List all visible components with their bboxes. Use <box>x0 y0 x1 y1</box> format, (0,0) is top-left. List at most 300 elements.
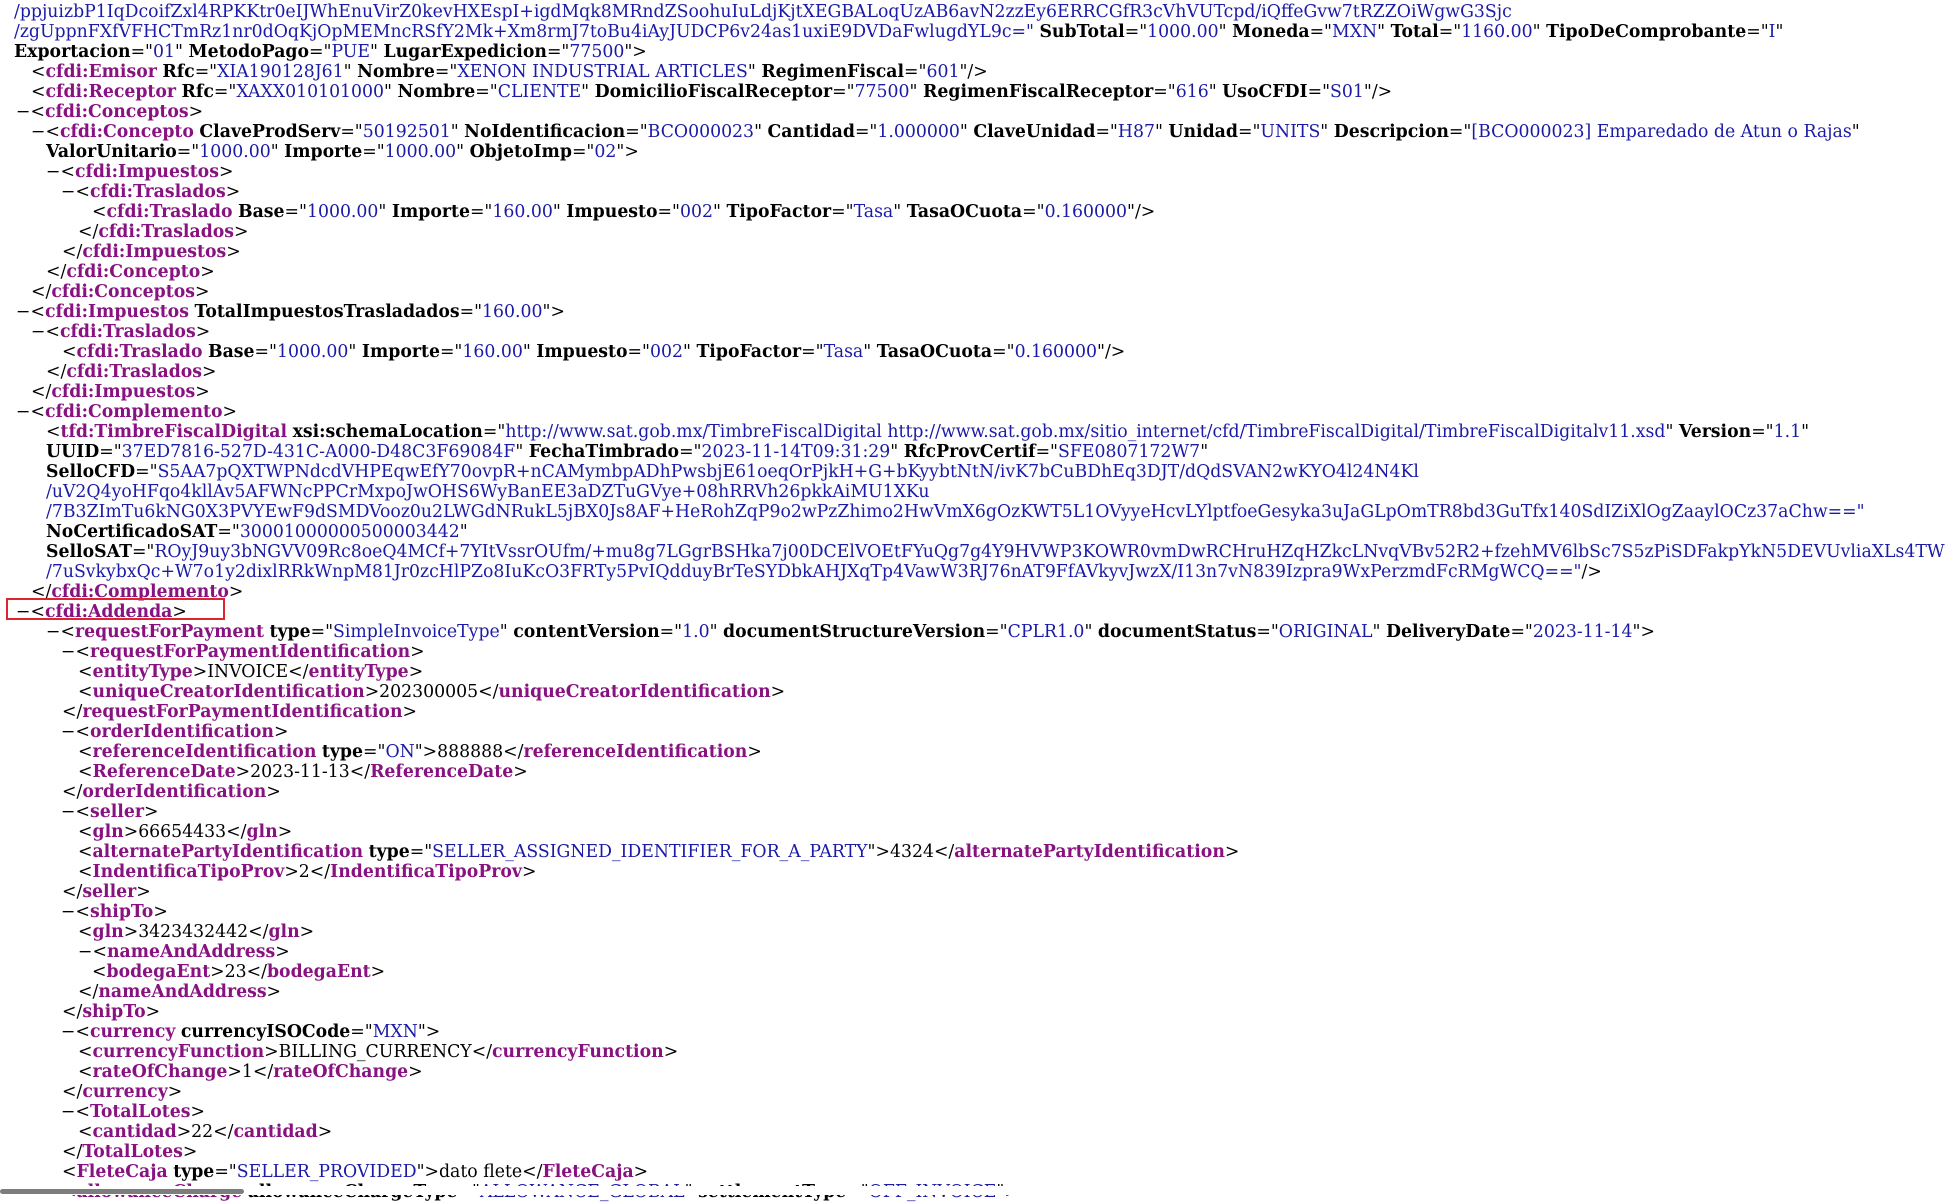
xml-line <box>0 362 217 382</box>
xml-attribute-value: 1.0 <box>682 622 710 642</box>
xml-punctuation: " <box>709 622 724 642</box>
xml-tag-name: cfdi:Traslado <box>106 202 233 222</box>
xml-tag-name: currencyFunction <box>92 1042 265 1062</box>
xml-attribute-value: /uV2Q4yoHFqo4kllAv5AFWNcPPCrMxpoJwOHS6WyBanEE3aDZTuGVye+08hRRVh26pkkAiMU1XKu <box>46 482 930 502</box>
xml-punctuation: > <box>370 962 386 982</box>
xml-punctuation: </ <box>62 882 83 902</box>
xml-attribute-name: Rfc <box>181 82 214 102</box>
collapse-toggle-icon[interactable]: − <box>61 722 76 742</box>
xml-line <box>0 1082 182 1102</box>
xml-punctuation: < <box>78 922 93 942</box>
xml-punctuation: </ <box>213 1122 234 1142</box>
xml-punctuation: =" <box>625 122 648 142</box>
xml-text-content: 66654433 <box>138 822 227 842</box>
xml-punctuation: < <box>62 342 77 362</box>
xml-punctuation: > <box>410 642 425 662</box>
xml-attribute-name: ObjetoImp <box>469 142 572 162</box>
xml-attribute-name: type <box>368 842 410 862</box>
collapse-toggle-icon[interactable]: − <box>16 602 31 622</box>
xml-punctuation: > <box>202 362 217 382</box>
xml-punctuation: =" <box>1237 122 1261 142</box>
xml-punctuation: =" <box>1307 82 1331 102</box>
xml-attribute-value: MXN <box>1332 22 1378 42</box>
xml-attribute-name: NoIdentificacion <box>464 122 626 142</box>
xml-line <box>0 702 417 722</box>
xml-punctuation: </ <box>62 782 83 802</box>
xml-tag-name: gln <box>92 922 124 942</box>
xml-punctuation: > <box>194 282 210 302</box>
xml-attribute-value: 1160.00 <box>1461 22 1533 42</box>
xml-line <box>0 902 168 922</box>
xml-punctuation: > <box>235 762 251 782</box>
xml-punctuation: < <box>62 1162 77 1182</box>
xml-tag-name: entityType <box>308 662 409 682</box>
xml-line <box>0 402 237 422</box>
xml-tag-name: requestForPaymentIdentification <box>82 702 403 722</box>
xml-punctuation: =" <box>469 202 493 222</box>
collapse-toggle-icon[interactable]: − <box>61 802 76 822</box>
xml-line <box>0 122 1860 142</box>
xml-punctuation: > <box>284 862 299 882</box>
xml-punctuation: =" <box>1751 422 1774 442</box>
xml-attribute-value: 0.160000 <box>1044 202 1128 222</box>
xml-line <box>0 1062 423 1082</box>
xml-tag-name: IndentificaTipoProv <box>330 862 522 882</box>
xml-attribute-value: 0.160000 <box>1014 342 1098 362</box>
xml-text-content: 2023-11-13 <box>250 762 350 782</box>
xml-attribute-name: Exportacion <box>14 42 131 62</box>
xml-tag-name: ReferenceDate <box>92 762 236 782</box>
xml-punctuation: </ <box>226 822 247 842</box>
xml-text-content: 888888 <box>437 742 504 762</box>
xml-punctuation: < <box>75 182 90 202</box>
xml-punctuation: " <box>384 82 398 102</box>
xml-punctuation: =" <box>1035 442 1059 462</box>
xml-punctuation: =" <box>571 142 595 162</box>
xml-attribute-value: 002 <box>649 342 683 362</box>
xml-attribute-value: H87 <box>1117 122 1155 142</box>
xml-punctuation: > <box>225 182 241 202</box>
xml-punctuation: > <box>521 862 537 882</box>
xml-text-content: 3423432442 <box>138 922 249 942</box>
xml-attribute-name: xsi:schemaLocation <box>292 422 483 442</box>
xml-text-content: 202300005 <box>379 682 479 702</box>
xml-attribute-name: RfcProvCertif <box>903 442 1036 462</box>
xml-attribute-value: S5AA7pQXTWPNdcdVHPEqwEfY70ovpR+nCAMymbpADhPwsbjE61oeqOrPjkH+G+bKyybtNtN/ivK7bCuBDhEq3DJT/dQdSVAN2wKYO4l24N4Kl <box>157 462 1419 482</box>
xml-tag-name: uniqueCreatorIdentification <box>92 682 365 702</box>
xml-punctuation: > <box>266 782 281 802</box>
xml-attribute-name: Impuesto <box>536 342 628 362</box>
xml-punctuation: " <box>459 522 468 542</box>
xml-text-content: dato flete <box>439 1162 523 1182</box>
xml-punctuation: < <box>60 162 75 182</box>
xml-punctuation: < <box>78 842 93 862</box>
xml-punctuation: =" <box>657 202 680 222</box>
xml-punctuation: </ <box>246 962 267 982</box>
collapse-toggle-icon[interactable]: − <box>61 1102 76 1122</box>
xml-line <box>0 842 1239 862</box>
xml-punctuation: =" <box>1309 22 1333 42</box>
xml-tag-name: bodegaEnt <box>266 962 371 982</box>
xml-punctuation: =" <box>679 442 702 462</box>
xml-punctuation: > <box>218 162 234 182</box>
xml-punctuation: =" <box>194 62 218 82</box>
xml-punctuation: < <box>46 422 61 442</box>
xml-punctuation: " <box>1208 82 1223 102</box>
xml-punctuation: > <box>275 942 290 962</box>
xml-punctuation: " <box>270 142 285 162</box>
collapse-toggle-icon[interactable]: − <box>61 1022 76 1042</box>
xml-attribute-value: 37ED7816-527D-431C-A000-D48C3F69084F <box>121 442 516 462</box>
xml-tag-name: currency <box>89 1022 176 1042</box>
xml-line <box>0 1002 160 1022</box>
xml-line <box>0 22 1783 42</box>
xml-punctuation: =" <box>363 742 386 762</box>
xml-attribute-name: TipoDeComprobante <box>1546 22 1747 42</box>
xml-punctuation: </ <box>78 222 99 242</box>
xml-attribute-value: 1000.00 <box>199 142 271 162</box>
xml-line <box>0 1162 648 1182</box>
xml-punctuation: </ <box>62 242 83 262</box>
xml-punctuation: < <box>75 722 90 742</box>
xml-line <box>0 162 233 182</box>
collapse-toggle-icon[interactable]: − <box>78 942 93 962</box>
xml-attribute-name: Rfc <box>162 62 195 82</box>
xml-tag-name: currencyFunction <box>492 1042 664 1062</box>
xml-punctuation: > <box>513 762 528 782</box>
xml-attribute-name: Nombre <box>357 62 435 82</box>
xml-line <box>0 722 288 742</box>
xml-tag-name: TotalLotes <box>89 1102 191 1122</box>
xml-punctuation: " <box>450 122 465 142</box>
xml-line <box>0 302 565 322</box>
xml-attribute-value: XENON INDUSTRIAL ARTICLES <box>457 62 748 82</box>
xml-punctuation: > <box>192 662 208 682</box>
xml-tag-name: cfdi:Impuestos <box>51 382 196 402</box>
horizontal-scrollbar-thumb[interactable] <box>0 1189 244 1194</box>
xml-attribute-name: Base <box>207 342 255 362</box>
xml-line <box>0 282 209 302</box>
xml-punctuation: > <box>182 1142 198 1162</box>
xml-punctuation: > <box>747 742 762 762</box>
collapse-toggle-icon[interactable]: − <box>16 102 31 122</box>
xml-attribute-value: CPLR1.0 <box>1007 622 1085 642</box>
xml-line <box>0 422 1809 442</box>
xml-punctuation: " <box>343 62 358 82</box>
xml-attribute-value: 1000.00 <box>276 342 349 362</box>
xml-tag-name: cfdi:Traslados <box>98 222 235 242</box>
xml-punctuation: " <box>1377 22 1391 42</box>
xml-punctuation: </ <box>309 862 331 882</box>
xml-attribute-value: CLIENTE <box>497 82 582 102</box>
xml-punctuation: "> <box>416 1162 439 1182</box>
xml-tag-name: orderIdentification <box>82 782 267 802</box>
xml-tag-name: referenceIdentification <box>92 742 317 762</box>
xml-line <box>0 982 281 1002</box>
xml-punctuation: > <box>200 262 215 282</box>
xml-tag-name: nameAndAddress <box>98 982 267 1002</box>
xml-punctuation: =" <box>459 302 483 322</box>
xml-attribute-value: 1000.00 <box>384 142 457 162</box>
xml-attribute-name: UsoCFDI <box>1222 82 1308 102</box>
xml-punctuation: =" <box>362 142 385 162</box>
xml-attribute-value: /7uSvkybxQc+W7o1y2dixlRRkWnpM81Jr0zcHlPZo8IuKcO3FRTy5PvIQdduyBrTeSYDbkAHJXqTp4VawW3RJ76nAT9FfAVkyvJwzX/I13n7vN839Izpra9WxPerzmdFcRMgWCQ==" <box>46 562 1582 582</box>
xml-punctuation: < <box>78 762 93 782</box>
xml-attribute-value: 1.1 <box>1773 422 1802 442</box>
xml-punctuation: > <box>188 102 204 122</box>
collapse-toggle-icon[interactable]: − <box>61 902 76 922</box>
xml-punctuation: =" <box>1095 122 1118 142</box>
xml-punctuation: </ <box>46 362 67 382</box>
xml-attribute-value: 50192501 <box>362 122 451 142</box>
xml-tag-name: IndentificaTipoProv <box>92 862 285 882</box>
collapse-toggle-icon[interactable]: − <box>16 402 31 422</box>
xml-line <box>0 622 1655 642</box>
xml-punctuation: " <box>1084 622 1098 642</box>
xml-punctuation: > <box>153 902 168 922</box>
xml-punctuation: " <box>348 342 362 362</box>
xml-line <box>0 102 203 122</box>
xml-attribute-name: Unidad <box>1168 122 1238 142</box>
xml-punctuation: =" <box>1153 82 1176 102</box>
xml-line <box>0 562 1602 582</box>
xml-attribute-value: 616 <box>1175 82 1209 102</box>
xml-tag-name: gln <box>92 822 124 842</box>
xml-attribute-value: 1000.00 <box>1147 22 1219 42</box>
xml-punctuation: " <box>1320 122 1334 142</box>
xml-attribute-value: /7B3ZImTu6kNG0X3PVYEwF9dSMDVooz0u2LWGdNRukL5jBX0Js8AF+HeRohZqP9o2wPzZhimo2HwVmX6gOzKWT5L1OVyyeHcvLYlptfoeGesyka3uJaGLpOmTR8bd3GuTfx140SdIZiXlOgZaaylOCz37aChw==" <box>46 502 1865 522</box>
xml-punctuation: =" <box>985 622 1008 642</box>
xml-line <box>0 782 281 802</box>
xml-attribute-name: contentVersion <box>513 622 660 642</box>
xml-tag-name: alternatePartyIdentification <box>954 842 1225 862</box>
xml-line <box>0 462 1419 482</box>
xml-attribute-value: Tasa <box>853 202 894 222</box>
xml-punctuation: "/> <box>1363 82 1393 102</box>
xml-attribute-value: 1.000000 <box>877 122 960 142</box>
xml-punctuation: </ <box>31 582 52 602</box>
xml-punctuation: " <box>522 342 537 362</box>
xml-punctuation: > <box>770 682 786 702</box>
xml-punctuation: " <box>890 442 904 462</box>
xml-tag-name: shipTo <box>89 902 154 922</box>
xml-punctuation: " <box>682 342 697 362</box>
xml-punctuation: " <box>863 342 877 362</box>
xml-attribute-name: ValorUnitario <box>46 142 177 162</box>
xml-attribute-name: Importe <box>284 142 363 162</box>
xml-punctuation: =" <box>340 122 363 142</box>
xml-punctuation: > <box>190 1102 205 1122</box>
xml-punctuation: </ <box>933 842 955 862</box>
xml-punctuation: < <box>78 742 93 762</box>
xml-attribute-value: 01 <box>153 42 175 62</box>
xml-text-content: 23 <box>224 962 247 982</box>
xml-attribute-value: ROyJ9uy3bNGVV09Rc8oeQ4MCf+7YItVssrOUfm/+mu8g7LGgrBSHka7j00DCElVOEtFYuQg7g4Y9HVWP3KOWR0vmDwRCHruHZqHZkcLNvqVBv52R2+fzehMV6lbSc7S5zPiSDFakpYkN5DEVUvliaXLs4TW <box>154 542 1945 562</box>
xml-punctuation: =" <box>854 122 878 142</box>
xml-punctuation: < <box>92 962 107 982</box>
xml-punctuation: > <box>123 922 139 942</box>
xml-tag-name: cfdi:Complemento <box>44 402 223 422</box>
xml-line <box>0 742 762 762</box>
collapse-toggle-icon[interactable]: − <box>46 622 61 642</box>
xml-line <box>0 142 639 162</box>
xml-punctuation: " <box>747 62 762 82</box>
xml-punctuation: =" <box>130 42 153 62</box>
xml-punctuation: " <box>370 42 384 62</box>
xml-punctuation: "> <box>867 842 890 862</box>
xml-attribute-value: BCO000023 <box>647 122 755 142</box>
xml-punctuation: " <box>754 122 768 142</box>
xml-punctuation: > <box>402 702 417 722</box>
xml-line <box>0 962 385 982</box>
xml-line <box>0 62 988 82</box>
xml-punctuation: =" <box>904 62 927 82</box>
xml-tag-name: seller <box>89 802 144 822</box>
xml-punctuation: "> <box>417 1022 441 1042</box>
xml-attribute-name: SelloSAT <box>46 542 132 562</box>
xml-punctuation: =" <box>659 622 683 642</box>
xml-punctuation: > <box>234 222 249 242</box>
xml-line <box>0 662 423 682</box>
xml-punctuation: =" <box>546 42 570 62</box>
xml-tag-name: shipTo <box>82 1002 146 1022</box>
xml-line <box>0 802 158 822</box>
xml-line <box>0 342 1125 362</box>
xml-punctuation: " <box>378 202 392 222</box>
xml-punctuation: </ <box>46 262 67 282</box>
xml-punctuation: "> <box>624 42 647 62</box>
xml-punctuation: </ <box>478 682 499 702</box>
xml-punctuation: " <box>1532 22 1547 42</box>
collapse-toggle-icon[interactable]: − <box>31 322 46 342</box>
xml-punctuation: > <box>408 662 424 682</box>
xml-punctuation: < <box>75 1022 90 1042</box>
xml-punctuation: =" <box>1438 22 1462 42</box>
xml-punctuation: </ <box>349 762 371 782</box>
xml-punctuation: " <box>1665 422 1679 442</box>
xml-punctuation: </ <box>252 1062 274 1082</box>
horizontal-scrollbar[interactable] <box>0 1186 1796 1195</box>
xml-punctuation: " <box>175 42 189 62</box>
xml-attribute-value: SFE0807172W7 <box>1058 442 1201 462</box>
xml-punctuation: =" <box>627 342 650 362</box>
xml-tag-name: requestForPayment <box>74 622 264 642</box>
xml-tag-name: rateOfChange <box>273 1062 409 1082</box>
xml-punctuation: =" <box>434 62 458 82</box>
xml-punctuation: > <box>317 1122 333 1142</box>
xml-attribute-value: PUE <box>331 42 370 62</box>
xml-line <box>0 242 241 262</box>
xml-line <box>0 262 215 282</box>
xml-attribute-value: Tasa <box>823 342 864 362</box>
xml-punctuation: =" <box>135 462 158 482</box>
xml-tag-name: cfdi:Impuestos <box>74 162 219 182</box>
xml-attribute-name: Importe <box>391 202 470 222</box>
xml-tag-name: ReferenceDate <box>370 762 514 782</box>
xml-punctuation: > <box>1224 842 1240 862</box>
xml-punctuation: " <box>1372 622 1386 642</box>
xml-attribute-value: 601 <box>926 62 960 82</box>
xml-tag-name: FleteCaja <box>76 1162 168 1182</box>
xml-line <box>0 642 425 662</box>
xml-attribute-value: 2023-11-14 <box>1532 622 1633 642</box>
xml-line <box>0 1142 197 1162</box>
xml-punctuation: " <box>515 442 529 462</box>
xml-tag-name: seller <box>82 882 137 902</box>
xml-attribute-name: Moneda <box>1232 22 1310 42</box>
xml-punctuation: =" <box>254 342 277 362</box>
xml-attribute-value: 002 <box>679 202 713 222</box>
collapse-toggle-icon[interactable]: − <box>31 122 46 142</box>
xml-punctuation: </ <box>248 922 269 942</box>
xml-attribute-name: Total <box>1390 22 1439 42</box>
xml-punctuation: </ <box>78 982 99 1002</box>
xml-punctuation: > <box>633 1162 649 1182</box>
xml-punctuation: < <box>92 202 107 222</box>
xml-attribute-name: documentStatus <box>1097 622 1257 642</box>
xml-punctuation: </ <box>31 282 52 302</box>
xml-punctuation: > <box>222 402 237 422</box>
xml-attribute-name: Descripcion <box>1333 122 1449 142</box>
xml-tag-name: cfdi:Receptor <box>45 82 177 102</box>
xml-punctuation: =" <box>992 342 1015 362</box>
xml-attribute-name: RegimenFiscal <box>761 62 905 82</box>
xml-attribute-name: RegimenFiscalReceptor <box>923 82 1154 102</box>
xml-attribute-name: TipoFactor <box>726 202 832 222</box>
xml-tag-name: cantidad <box>233 1122 318 1142</box>
xml-attribute-name: FechaTimbrado <box>528 442 680 462</box>
collapse-toggle-icon[interactable]: − <box>61 642 76 662</box>
xml-punctuation: < <box>30 602 45 622</box>
xml-punctuation: < <box>92 942 107 962</box>
xml-punctuation: > <box>176 1122 192 1142</box>
xml-tag-name: uniqueCreatorIdentification <box>498 682 771 702</box>
xml-punctuation: =" <box>1510 622 1533 642</box>
xml-punctuation: > <box>136 882 151 902</box>
xml-punctuation: < <box>75 902 90 922</box>
xml-tag-name: alternatePartyIdentification <box>92 842 364 862</box>
xml-punctuation: =" <box>214 1162 237 1182</box>
xml-tag-name: orderIdentification <box>89 722 274 742</box>
xml-text-content: 4324 <box>889 842 934 862</box>
xml-tag-name: cfdi:Concepto <box>66 262 201 282</box>
collapse-toggle-icon[interactable]: − <box>46 162 61 182</box>
xml-attribute-name: ClaveUnidad <box>973 122 1096 142</box>
xml-attribute-name: TasaOCuota <box>876 342 993 362</box>
xml-tag-name: cfdi:Conceptos <box>51 282 195 302</box>
xml-punctuation: < <box>78 682 93 702</box>
xml-text-content: BILLING_CURRENCY <box>278 1042 472 1062</box>
xml-text-content: 2 <box>298 862 310 882</box>
xml-punctuation: > <box>408 1062 423 1082</box>
xml-line <box>0 322 210 342</box>
xml-punctuation: < <box>78 1042 93 1062</box>
xml-attribute-name: Impuesto <box>566 202 658 222</box>
xml-punctuation: < <box>30 102 45 122</box>
collapse-toggle-icon[interactable]: − <box>61 182 76 202</box>
xml-line <box>0 1022 440 1042</box>
xml-punctuation: < <box>45 322 60 342</box>
collapse-toggle-icon[interactable]: − <box>16 302 31 322</box>
xml-punctuation: < <box>30 402 45 422</box>
xml-punctuation: " <box>1200 442 1209 462</box>
xml-attribute-name: currencyISOCode <box>180 1022 351 1042</box>
xml-punctuation: > <box>299 922 315 942</box>
xml-punctuation: " <box>552 202 567 222</box>
xml-tag-name: gln <box>268 922 300 942</box>
xml-punctuation: </ <box>62 1002 83 1022</box>
xml-line <box>0 2 1512 22</box>
